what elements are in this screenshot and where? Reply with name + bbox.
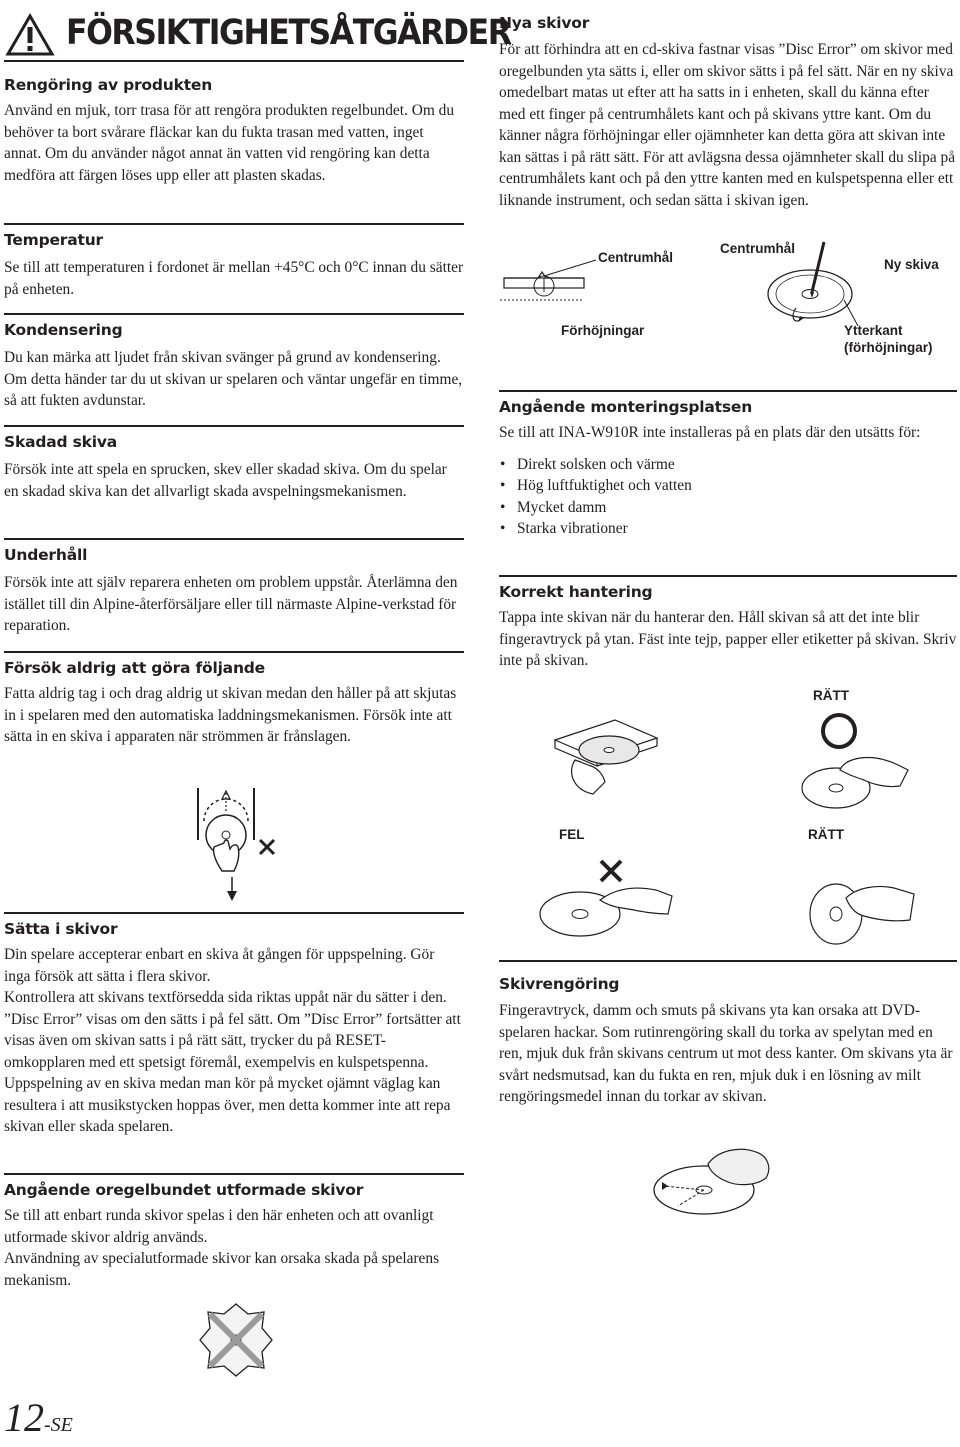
section-heading: Angående monteringsplatsen bbox=[499, 398, 753, 416]
section-heading: Rengöring av produkten bbox=[4, 76, 213, 94]
section-kondensering bbox=[4, 313, 464, 412]
section-heading: Kondensering bbox=[4, 321, 123, 339]
section-text: För att förhindra att en cd-skiva fastnar visas ”Disc Error” om skivor med oregelbunden yta sätts i, eller om skivor sätts i på fel sätt. När en ny skiva omedelbart matas ut efter att ha satts in i enheten, skall du känna efter med ett finger på centrumhålets kant och på skivans yttre kant. Om du känner några förhöjningar eller ojämnheter kan detta göra att skivan inte kan sättas i på rätt sätt. För att avlägsna dessa ojämnheter skall du slipa på centrumhålets kant och på den yttre kanten med en kulspetspenna eller ett liknande instrument, och sedan sätta i skivan igen. bbox=[499, 41, 956, 209]
section-heading: Sätta i skivor bbox=[4, 920, 118, 938]
label-ytterkant: Ytterkant (förhöjningar) bbox=[844, 323, 933, 355]
hand-holding-disc-edge-illustration bbox=[800, 752, 910, 812]
label-fel: FEL bbox=[559, 827, 585, 842]
label-ratt-1: RÄTT bbox=[813, 688, 849, 703]
hand-holding-disc-center-illustration bbox=[806, 870, 916, 950]
list-item: • Hög luftfuktighet och vatten bbox=[500, 477, 692, 494]
leader-line bbox=[540, 258, 600, 278]
page-header bbox=[4, 8, 511, 62]
label-ny-skiva: Ny skiva bbox=[884, 257, 939, 272]
list-item: • Mycket damm bbox=[500, 498, 607, 516]
label-forhojningar: Förhöjningar bbox=[561, 323, 645, 338]
label-centrumhal-2: Centrumhål bbox=[720, 241, 796, 256]
section-forsok bbox=[4, 651, 464, 748]
page-number: 12-SE bbox=[4, 1395, 73, 1440]
section-heading: Temperatur bbox=[4, 231, 103, 249]
list-item: • Direkt solsken och värme bbox=[500, 455, 675, 473]
irregular-disc-illustration bbox=[196, 1300, 276, 1380]
section-montering bbox=[499, 390, 957, 540]
page-title: FÖRSIKTIGHETSÅTGÄRDER bbox=[66, 13, 511, 53]
section-rengoring bbox=[4, 70, 464, 186]
section-text: Se till att enbart runda skivor spelas i den här enheten och att ovanligt utformade skivor aldrig används. Användning av specialutformade skivor kan orsaka skada på spelarens mekanism. bbox=[4, 1207, 440, 1289]
section-hantering bbox=[499, 575, 957, 672]
disc-in-case-illustration bbox=[545, 710, 665, 800]
section-text: Använd en mjuk, torr trasa för att rengöra produkten regelbundet. Om du behöver ta bort svårare fläckar kan du fukta trasan med vatten, inget annat. Om du använder något annat än vatten vid rengöring kan detta medföra att färgen löses upp eller att plasten skadas. bbox=[4, 102, 455, 184]
label-ratt-2: RÄTT bbox=[808, 827, 844, 842]
section-text: Fatta aldrig tag i och drag aldrig ut skivan medan den håller på att skjutas in i spelaren med den automatiska laddningsmekanismen. Försök inte att sätta in en skiva i apparaten när strömmen är frånslagen. bbox=[4, 685, 457, 745]
section-text: Försök inte att själv reparera enheten om problem uppstår. Återlämna den istället till din Alpine-återförsäljare eller till närmaste Alpine-verkstad för reparation. bbox=[4, 574, 458, 634]
warning-triangle-icon bbox=[6, 14, 54, 56]
section-heading: Skivrengöring bbox=[499, 975, 620, 993]
section-text: Fingeravtryck, damm och smuts på skivans yta kan orsaka att DVD-spelaren hackar. Som rutinrengöring skall du torka av spelytan med en ren, mjuk duk från skivans centrum ut mot dess kanter. Om skivans yta är svårt nedsmutsad, kan du fukta en ren, mjuk duk i en lösning av milt rengöringsmedel innan du torkar av skivan. bbox=[499, 1002, 953, 1105]
correct-circle-icon bbox=[818, 710, 860, 752]
label-centrumhal-1: Centrumhål bbox=[598, 250, 674, 265]
section-oregelbundet bbox=[4, 1173, 464, 1291]
list-item: • Starka vibrationer bbox=[500, 520, 628, 537]
section-underhall bbox=[4, 538, 464, 637]
section-text: Försök inte att spela en sprucken, skev eller skadad skiva. Om du spelar en skadad skiva kan det allvarligt skada avspelningsmekanismen. bbox=[4, 461, 447, 500]
section-text: Din spelare accepterar enbart en skiva åt gången för uppspelning. Gör inga försök att sätta i flera skivor. Kontrollera att skivans textförsedda sida riktas uppåt när du sätter i den. ”Disc Error” visas om den sätts i på fel sätt. Om ”Disc Error” fortsätter att visas även om skivan satts i på rätt sätt, trycker du på RESET-omkopplaren med ett spetsigt föremål, exempelvis en kulspetspenna. Uppspelning av en skiva medan man kör på mycket ojämnt väglag kan resultera i att musikstycken hoppas över, men detta kommer inte att repa skivan eller skada spelaren. bbox=[4, 946, 461, 1135]
wrong-x-icon bbox=[258, 838, 276, 856]
section-temperatur bbox=[4, 223, 464, 300]
bullet-list bbox=[499, 454, 957, 540]
section-heading: Angående oregelbundet utformade skivor bbox=[4, 1181, 364, 1199]
section-text: Se till att INA-W910R inte installeras på en plats där den utsätts för: bbox=[499, 424, 921, 441]
section-skivrengoring bbox=[499, 960, 957, 1108]
section-heading: Korrekt hantering bbox=[499, 583, 653, 601]
section-text: Se till att temperaturen i fordonet är mellan +45°C och 0°C innan du sätter på enheten. bbox=[4, 259, 464, 298]
section-skadad bbox=[4, 425, 464, 502]
section-text: Tappa inte skivan när du hanterar den. Håll skivan så att det inte blir fingeravtryck på ytan. Fäst inte tejp, papper eller etiketter på skivan. Skriv inte på skivan. bbox=[499, 609, 957, 669]
hand-touching-disc-surface-illustration bbox=[536, 880, 676, 940]
section-text: Du kan märka att ljudet från skivan svänger på grund av kondensering. Om detta händer tar du ut skivan ur spelaren och väntar ungefär en timme, så att fukten avdunstar. bbox=[4, 349, 463, 409]
section-heading: Skadad skiva bbox=[4, 433, 117, 451]
section-heading: Underhåll bbox=[4, 546, 88, 564]
section-satta bbox=[4, 912, 464, 1138]
section-heading: Försök aldrig att göra följande bbox=[4, 659, 265, 677]
disc-cleaning-illustration bbox=[648, 1140, 778, 1220]
section-nya-skivor bbox=[499, 8, 957, 211]
section-heading: Nya skivor bbox=[499, 14, 590, 32]
